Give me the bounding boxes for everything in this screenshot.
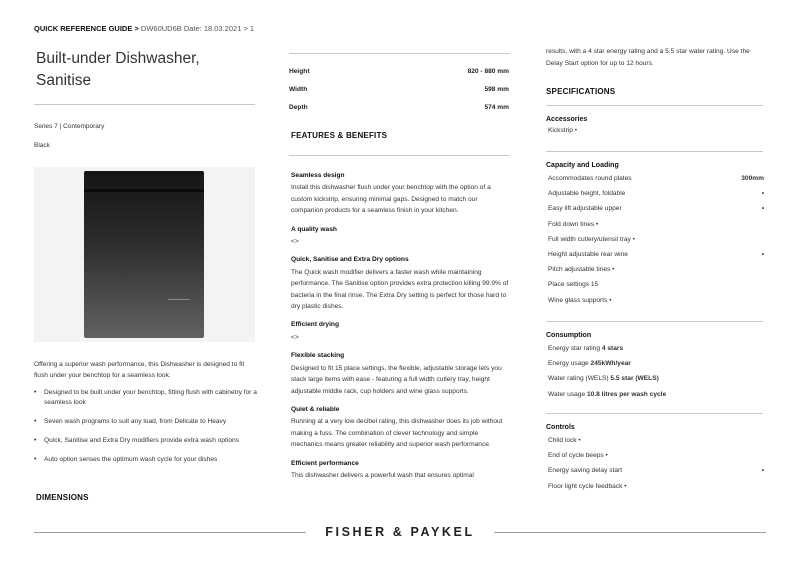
spec-label: Pitch adjustable tines • [548,266,615,274]
spec-label: Accommodates round plates [548,175,632,182]
spec-label: Wine glass supports • [548,296,612,304]
spec-value: • [761,205,764,213]
bullet-item: • Quick, Sanitise and Extra Dry modifiers provide extra wash options [34,436,259,446]
feature-block [291,224,511,248]
spec-group-title: Consumption [546,332,592,339]
model-date-page: DW60UD6B Date: 18.03.2021 > 1 [138,24,255,33]
spec-group-consumption [546,332,764,406]
spec-group-title: Capacity and Loading [546,162,619,169]
guide-label: QUICK REFERENCE GUIDE > [34,24,139,33]
spec-label: Energy star rating [548,345,602,352]
spec-row [546,281,764,296]
spec-row [546,345,764,360]
spec-label: Fold down tines • [548,220,599,228]
feature-title: A quality wash [291,225,337,233]
door-rail [84,189,204,192]
document-header [34,24,254,33]
spec-row [546,297,764,312]
dishwasher-front [84,171,204,338]
dimensions-heading: DIMENSIONS [36,493,89,502]
bullet-item: • Designed to be built under your benchtop, fitting flush with cabinetry for a seamless look [34,388,259,408]
feature-block [291,254,511,312]
spec-row [546,391,764,406]
spec-value: • [761,250,764,258]
spec-group-title: Accessories [546,116,588,123]
spec-label: Water rating (WELS) [548,375,611,383]
spec-value: 10.8 litres per wash cycle [586,390,667,398]
divider [546,413,763,414]
feature-title: Seamless design [291,172,345,179]
footer-rule-left [34,532,306,533]
spec-label: Full width cutlery/utensil tray • [548,235,635,243]
spec-row [546,266,764,281]
spec-row [546,375,764,390]
feature-block [291,170,511,217]
dimension-row [289,104,509,122]
features-continuation: results, with a 4 star energy rating and a 5.5 star water rating. Use the Delay Start option for up to 12 hours. [546,48,750,67]
features-heading: FEATURES & BENEFITS [291,131,388,140]
spec-row [546,127,764,142]
dimension-value: 598 mm [484,86,509,93]
feature-body: Install this dishwasher flush under your benchtop with the option of a custom kickstrip, ensuring minimal gaps. Designed to match our companion products for a seamless finish in your kitchen. [291,184,491,215]
spec-value: 300mm [741,175,764,182]
feature-block [291,458,511,482]
spec-label: Easy lift adjustable upper [548,205,622,213]
spec-row [546,437,764,452]
spec-value: 4 stars [601,345,624,352]
divider [546,105,763,106]
spec-row [546,175,764,190]
feature-body: This dishwasher delivers a powerful wash that ensures optimal [291,471,474,479]
feature-block [291,350,511,397]
feature-title: Flexible stacking [291,352,345,360]
dimension-label: Height [289,68,310,75]
spec-row [546,236,764,251]
spec-label: Kickstrip • [548,127,578,134]
feature-title: Quick, Sanitise and Extra Dry options [291,256,409,264]
features-list [291,170,511,488]
feature-body: The Quick wash modifier delivers a faster wash while maintaining performance. The Sanitise option provides extra protection killing 99.9% of bacteria in the final rinse. The Extra Dry setting is perfect for those hard to dry plastic dishes. [291,268,509,311]
spec-value: 245kWh/year [590,360,631,368]
spec-group-controls [546,424,764,498]
series-label: Series 7 | Contemporary [34,123,105,130]
product-image [34,167,255,342]
spec-label: Energy usage [548,360,591,368]
bullet-item: • Auto option senses the optimum wash cycle for your dishes [34,455,259,465]
spec-label: Height adjustable rear wine [548,250,628,258]
dimension-value: 574 mm [484,104,509,111]
spec-row [546,452,764,467]
feature-body: <> [291,238,299,246]
spec-label: End of cycle beeps • [548,452,608,460]
bullet-item: • Seven wash programs to suit any load, from Delicate to Heavy [34,417,259,427]
feature-block [291,319,511,343]
spec-value: • [761,190,764,198]
spec-group-capacity [546,162,764,312]
dimension-label: Width [289,86,308,93]
footer-rule-right [494,532,766,533]
spec-group-accessories [546,116,764,142]
divider [546,151,763,152]
spec-label: Energy saving delay start [548,467,623,475]
spec-row [546,360,764,375]
feature-title: Efficient drying [291,321,339,329]
dimensions-table [289,68,509,122]
feature-block [291,404,511,451]
spec-label: Adjustable height, foldable [548,190,626,198]
spec-label: Child lock • [548,437,581,444]
product-title: Built-under Dishwasher, Sanitise [36,50,200,89]
spec-group-title: Controls [546,424,575,431]
spec-label: Floor light cycle feedback • [548,482,627,490]
product-intro: Offering a superior wash performance, this Dishwasher is designed to fit flush under your benchtop for a seamless look. [34,361,245,379]
spec-row [546,467,764,482]
brand-logo: FISHER & PAYKEL [325,525,475,539]
divider [546,321,763,322]
spec-label: Water usage [548,390,587,398]
divider [34,104,255,105]
dimension-value: 820 - 880 mm [467,68,509,75]
feature-title: Efficient performance [291,459,359,467]
feature-body: <> [291,333,299,341]
spec-row [546,483,764,498]
dimension-row [289,86,509,104]
spec-row [546,205,764,220]
divider [289,155,510,156]
feature-body: Designed to fit 15 place settings, the flexible, adjustable storage lets you stack large items with ease - featuring a full width cutlery tray, height adjustable middle rack, cup holders and wine glass supports. [291,364,502,395]
feature-body: Running at a very low decibel rating, this dishwasher does its job without making a fuss. The combination of clever technology and simple mechanics means greater reliability and superior wash performance. [291,418,503,449]
brand-badge [168,299,190,300]
feature-bullets [34,388,259,474]
spec-row [546,221,764,236]
dimension-label: Depth [289,104,308,111]
colour-label: Black [34,142,50,149]
spec-value: 5.5 star (WELS) [610,375,659,383]
feature-title: Quiet & reliable [291,405,340,413]
spec-label: Place settings 15 [548,281,599,289]
specifications-heading: SPECIFICATIONS [546,87,616,96]
spec-value: • [761,467,764,475]
divider [289,53,510,54]
spec-row [546,190,764,205]
dimension-row [289,68,509,86]
spec-row [546,251,764,266]
